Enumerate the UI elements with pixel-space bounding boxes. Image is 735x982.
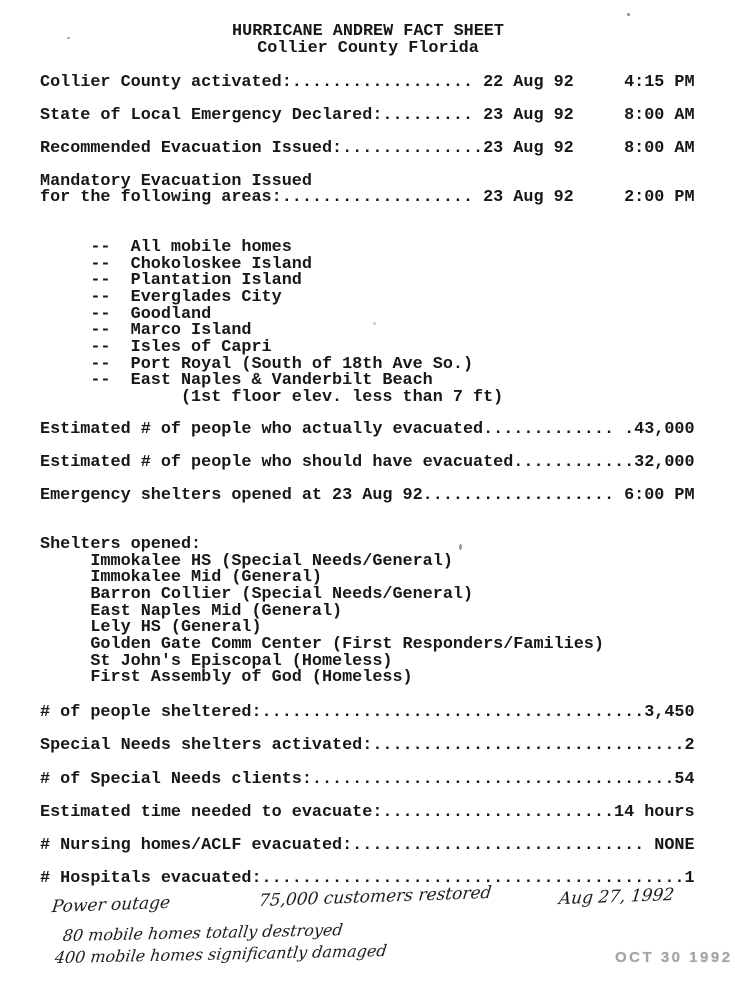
handwritten-note-power-outage: Power outage xyxy=(50,892,172,918)
shelter-item: Golden Gate Comm Center (First Responders/Families) xyxy=(40,635,604,654)
line-evacuation-time: Estimated time needed to evacuate:.......................14 hours xyxy=(40,803,695,822)
line-hospitals: # Hospitals evacuated:..........................................1 xyxy=(40,869,695,888)
handwritten-note-homes-damaged: 400 mobile homes significantly damaged xyxy=(53,941,388,968)
line-estimated-should-have-evacuated: Estimated # of people who should have evacuated............32,000 xyxy=(40,453,695,472)
page-title: HURRICANE ANDREW FACT SHEET xyxy=(232,22,504,41)
shelter-item: Immokalee Mid (General) xyxy=(40,568,322,587)
evacuation-area-note: (1st floor elev. less than 7 ft) xyxy=(40,388,504,407)
line-estimated-actually-evacuated: Estimated # of people who actually evacuated............. .43,000 xyxy=(40,420,695,439)
date-stamp: OCT 30 1992 xyxy=(615,949,733,966)
line-county-activated: Collier County activated:.................. 22 Aug 92 4:15 PM xyxy=(40,73,695,92)
shelter-item: First Assembly of God (Homeless) xyxy=(40,668,413,687)
line-nursing-homes: # Nursing homes/ACLF evacuated:............................. NONE xyxy=(40,836,695,855)
line-emergency-declared: State of Local Emergency Declared:......... 23 Aug 92 8:00 AM xyxy=(40,106,695,125)
scan-speck xyxy=(373,322,376,325)
evacuation-area-item: -- East Naples & Vanderbilt Beach xyxy=(40,371,433,390)
evacuation-area-item: -- Chokoloskee Island xyxy=(40,255,312,274)
page-subtitle: Collier County Florida xyxy=(257,39,479,58)
handwritten-note-date: Aug 27, 1992 xyxy=(557,884,676,910)
shelter-item: East Naples Mid (General) xyxy=(40,602,343,621)
shelter-item: St John's Episcopal (Homeless) xyxy=(40,652,393,671)
line-special-needs-clients: # of Special Needs clients:....................................54 xyxy=(40,770,695,789)
scan-speck xyxy=(627,13,630,16)
evacuation-area-item: -- Port Royal (South of 18th Ave So.) xyxy=(40,355,474,374)
scan-speck xyxy=(459,544,462,550)
evacuation-area-item: -- Plantation Island xyxy=(40,271,302,290)
shelter-item: Lely HS (General) xyxy=(40,618,262,637)
evacuation-area-item: -- Marco Island xyxy=(40,321,252,340)
shelters-opened-heading: Shelters opened: xyxy=(40,535,202,554)
line-mandatory-evacuation-2: for the following areas:................... 23 Aug 92 2:00 PM xyxy=(40,188,695,207)
line-special-needs-shelters: Special Needs shelters activated:...............................2 xyxy=(40,736,695,755)
line-shelters-opened-time: Emergency shelters opened at 23 Aug 92................... 6:00 PM xyxy=(40,486,695,505)
evacuation-area-item: -- Everglades City xyxy=(40,288,282,307)
handwritten-note-customers-restored: 75,000 customers restored xyxy=(257,882,493,912)
scan-speck xyxy=(67,37,70,39)
evacuation-area-item: -- Goodland xyxy=(40,305,212,324)
line-people-sheltered: # of people sheltered:......................................3,450 xyxy=(40,703,695,722)
evacuation-area-item: -- Isles of Capri xyxy=(40,338,272,357)
line-recommended-evacuation: Recommended Evacuation Issued:..............23 Aug 92 8:00 AM xyxy=(40,139,695,158)
evacuation-area-item: -- All mobile homes xyxy=(40,238,292,257)
handwritten-note-homes-destroyed: 80 mobile homes totally destroyed xyxy=(61,920,344,946)
shelter-item: Immokalee HS (Special Needs/General) xyxy=(40,552,453,571)
line-mandatory-evacuation-1: Mandatory Evacuation Issued xyxy=(40,172,312,191)
shelter-item: Barron Collier (Special Needs/General) xyxy=(40,585,474,604)
